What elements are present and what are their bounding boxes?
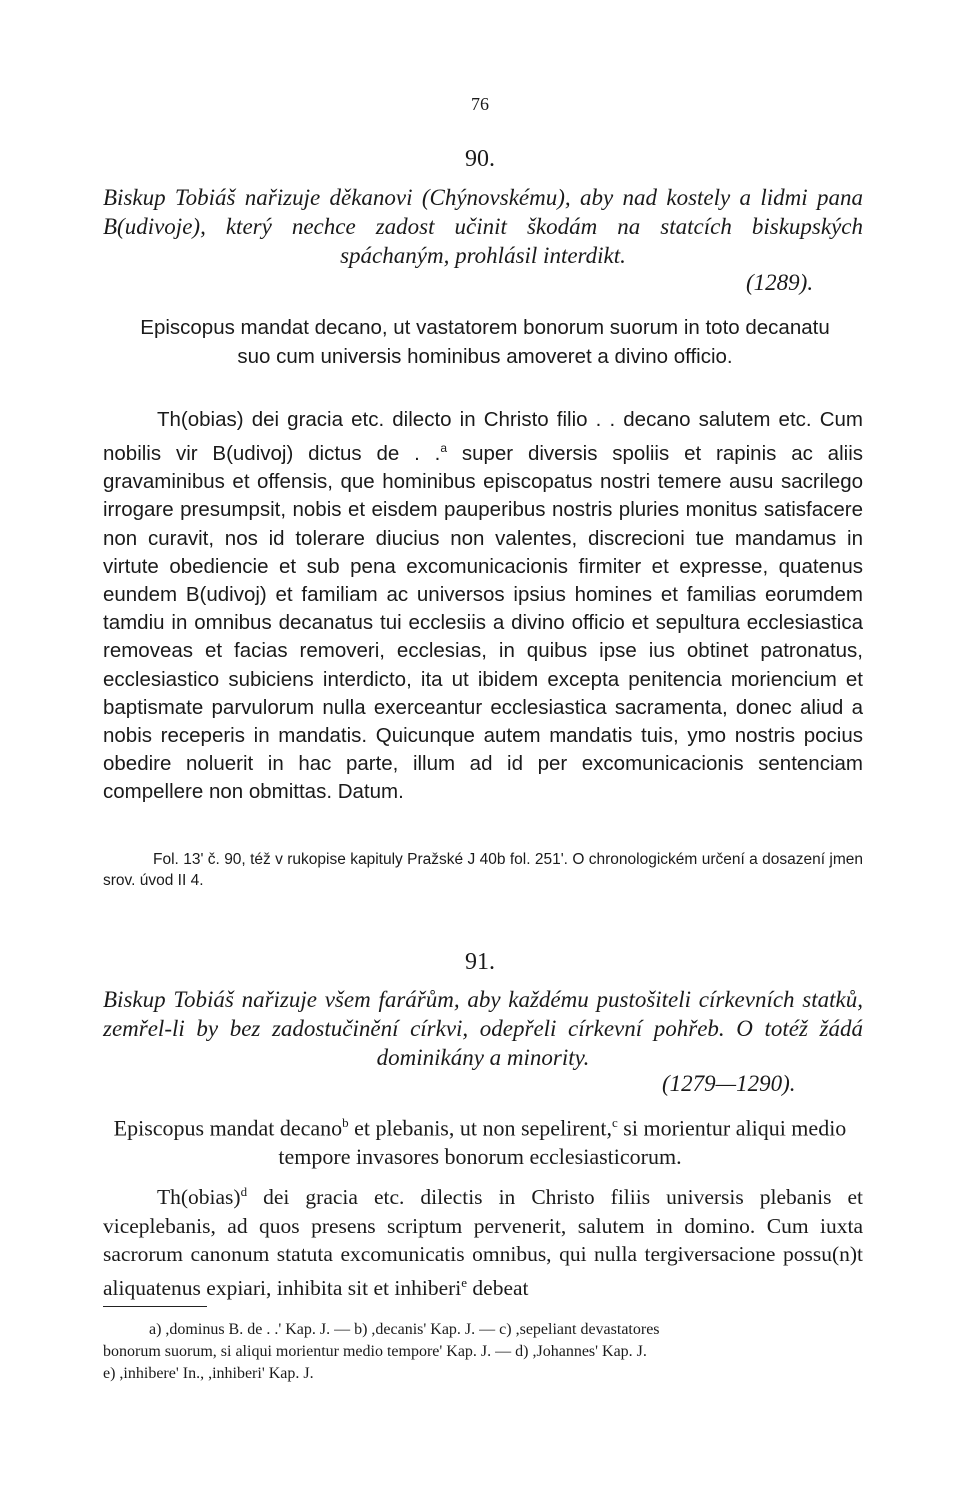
document-91-regest-b: et plebanis, ut non sepelirent,	[348, 1115, 612, 1141]
document-91-text-a: Th(obias)	[157, 1185, 241, 1210]
document-90-note-text: Fol. 13' č. 90, též v rukopise kapituly Pražské J 40b fol. 251'. O chronologickém určení a dosazení jmen srov. úvod II 4.	[103, 851, 863, 889]
footnotes	[103, 1319, 863, 1385]
document-90-number: 90.	[465, 146, 495, 172]
document-91-summary: Biskup Tobiáš nařizuje všem farářům, aby každému pustošiteli církevních statků, zemřel-li by bez zadostučinění církvi, odepřeli církevní pohřeb. O totéž žádá dominikány a minority.	[103, 987, 863, 1070]
document-91-regest-a: Episcopus mandat decano	[113, 1115, 343, 1141]
footnote-ref-d: d	[240, 1184, 248, 1199]
document-90-text-a: Th(obias) dei gracia etc. dilecto in Christo filio . . decano salutem etc. Cum nobilis vir B(udivoj) dictus de . .	[103, 408, 863, 466]
document-91-regest	[110, 1108, 850, 1171]
document-91-text-b: dei gracia etc. dilectis in Christo filiis universis plebanis et viceplebanis, ad quos presens scriptum pervenerit, salutem in domino. Cum iuxta sacrorum canonum statuta excomunicatis omnibus, qui nulla tergiversacione possu(n)t aliquatenus expiari, inhibita sit et inhiberi	[103, 1185, 863, 1300]
footnote-separator	[103, 1306, 207, 1307]
document-90-text-b: super diversis spoliis et rapinis ac aliis gravaminibus et offensis, que hominibus episcopatus nostri temere ausu sacrilego irrogare presumpsit, nobis et eisdem pauperibus nostris pluries monitus satisfacere non curavit, nos id tolerare diucius non valentes, discrecioni tue mandamus in virtute obediencie et sub pena excomunicacionis firmiter et expresse, quatenus eundem B(udivoj) et familiam ac universos ipsius homines et familias eorumdem tamdiu in omnibus decanatus tui ecclesiis a divino officio et sepultura ecclesiastica removeas et facias removeri, ecclesias, in quibus ipse ius obtinet patronatus, ecclesiastico subiciens interdicto, ita ut ibidem excepta penitencia moriencium et baptismate parvulorum nulla exerceantur ecclesiastica sacramenta, donec aliud a nobis receperis in mandatis. Quicunque autem mandatis tuis, ymo nostris pocius obedire noluerit in hac parte, illum ad id per excomunicacionis sentenciam compellere non obmittas. Datum.	[103, 442, 863, 804]
document-91-date: (1279—1290).	[662, 1071, 796, 1096]
footnote-line-1: a) ,dominus B. de . .' Kap. J. — b) ,decanis' Kap. J. — c) ,sepeliant devastatores	[149, 1321, 660, 1338]
document-91-number: 91.	[465, 949, 495, 975]
document-90-text	[103, 406, 863, 807]
document-90-summary: Biskup Tobiáš nařizuje děkanovi (Chýnovskému), aby nad kostely a lidmi pana B(udivoje), který nechce zadost učinit škodám na statcích biskupských spáchaným, prohlásil interdikt.	[103, 185, 863, 268]
document-90-date: (1289).	[746, 270, 814, 295]
footnote-ref-e: e	[461, 1274, 468, 1290]
footnote-line-2: bonorum suorum, si aliqui morientur medio tempore' Kap. J. — d) ,Johannes' Kap. J.	[103, 1343, 647, 1360]
document-90-note	[103, 849, 863, 891]
footnote-ref-a: a	[440, 441, 448, 456]
document-91-regest-c: si morientur aliqui medio tempore invasores bonorum ecclesiasticorum.	[278, 1115, 847, 1170]
document-91-text-c: debeat	[467, 1275, 529, 1300]
footnote-ref-c: c	[612, 1115, 618, 1130]
document-91-text	[103, 1178, 863, 1302]
document-90-regest: Episcopus mandat decano, ut vastatorem bonorum suorum in toto decanatu suo cum universis hominibus amoveret a divino officio.	[140, 316, 830, 368]
page-number: 76	[471, 94, 489, 114]
footnote-ref-b: b	[342, 1115, 349, 1130]
footnote-line-3: e) ,inhibere' In., ,inhiberi' Kap. J.	[103, 1365, 314, 1382]
